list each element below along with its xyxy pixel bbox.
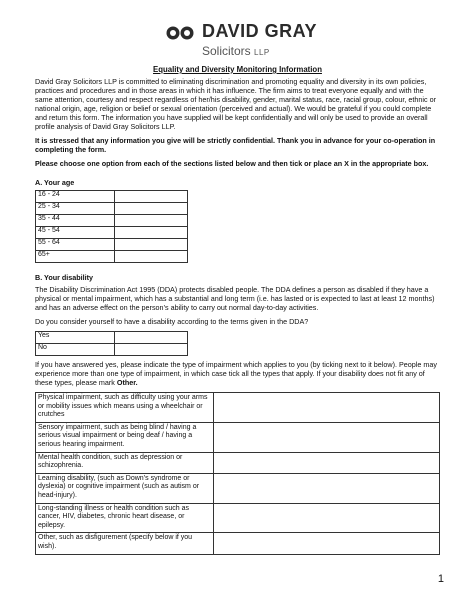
other-emphasis: Other. — [116, 378, 138, 387]
logo-mark-icon — [166, 26, 194, 40]
age-option-label: 16 - 24 — [36, 191, 115, 203]
disability-question: Do you consider yourself to have a disability according to the terms given in the DDA? — [35, 317, 309, 326]
table-row — [36, 533, 440, 554]
no-option-label: No — [36, 344, 115, 356]
table-row — [36, 473, 440, 503]
table-row — [36, 215, 188, 227]
disability-yes-no-table — [35, 331, 188, 356]
impairment-label: Mental health condition, such as depression or schizophrenia. — [36, 452, 214, 473]
impairment-checkbox-cell[interactable] — [213, 533, 439, 554]
age-checkbox-cell[interactable] — [115, 251, 188, 263]
age-checkbox-cell[interactable] — [115, 227, 188, 239]
table-row — [36, 393, 440, 423]
impairment-label: Sensory impairment, such as being blind / having a serious visual impairment or being deaf / having a serious hearing impairment. — [36, 422, 214, 452]
section-b-heading: B. Your disability — [35, 273, 94, 282]
age-table — [35, 190, 188, 263]
logo-sub-text: Solicitors — [202, 44, 251, 58]
age-option-label: 25 - 34 — [36, 203, 115, 215]
form-content — [35, 65, 440, 555]
table-row — [36, 227, 188, 239]
table-row — [36, 203, 188, 215]
table-row — [36, 344, 188, 356]
yes-option-label: Yes — [36, 332, 115, 344]
age-checkbox-cell[interactable] — [115, 203, 188, 215]
table-row — [36, 452, 440, 473]
impairment-label: Long-standing illness or health condition such as cancer, HIV, diabetes, chronic heart disease, or epilepsy. — [36, 503, 214, 533]
impairment-label: Physical impairment, such as difficulty using your arms or mobility issues which means using a wheelchair or crutches — [36, 393, 214, 423]
page-number: 1 — [437, 573, 444, 585]
dda-paragraph: The Disability Discrimination Act 1995 (DDA) protects disabled people. The DDA defines a person as disabled if they have a physical or mental impairment, which has a substantial and long term (i.e. has lasted or is expected to last at least 12 months) and has an adverse effect on the person’s ability to carry out normal day-to-day activities. — [35, 285, 435, 312]
impairment-checkbox-cell[interactable] — [213, 503, 439, 533]
table-row — [36, 332, 188, 344]
impairment-checkbox-cell[interactable] — [213, 473, 439, 503]
section-a-heading: A. Your age — [35, 178, 75, 187]
page-title: Equality and Diversity Monitoring Information — [153, 65, 322, 74]
table-row — [36, 191, 188, 203]
age-checkbox-cell[interactable] — [115, 239, 188, 251]
table-row — [36, 422, 440, 452]
age-option-label: 65+ — [36, 251, 115, 263]
logo-sub-suffix: LLP — [254, 48, 270, 57]
instruction-note: Please choose one option from each of the sections listed below and then tick or place an X in the appropriate box. — [35, 159, 429, 168]
impairment-instructions-text: If you have answered yes, please indicate the type of impairment which applies to you (by ticking next to it below). People may experience more than one type of impairment, in which case tick all the types that apply. If your disability does not fit any of these types, please mark — [35, 360, 437, 387]
confidentiality-note: It is stressed that any information you give will be strictly confidential. Thank you in advance for your co-operation in completing the form. — [35, 136, 436, 154]
company-logo — [158, 20, 338, 60]
impairment-table — [35, 392, 440, 555]
impairment-checkbox-cell[interactable] — [213, 393, 439, 423]
table-row — [36, 503, 440, 533]
impairment-instructions — [35, 360, 440, 387]
yes-checkbox-cell[interactable] — [115, 332, 188, 344]
table-row — [36, 239, 188, 251]
table-row — [36, 251, 188, 263]
logo-name: DAVID GRAY — [202, 21, 318, 41]
age-checkbox-cell[interactable] — [115, 191, 188, 203]
impairment-label: Other, such as disfigurement (specify below if you wish). — [36, 533, 214, 554]
age-option-label: 45 - 54 — [36, 227, 115, 239]
impairment-checkbox-cell[interactable] — [213, 452, 439, 473]
impairment-label: Learning disability, (such as Down’s syndrome or dyslexia) or cognitive impairment (such as autism or head-injury). — [36, 473, 214, 503]
age-option-label: 35 - 44 — [36, 215, 115, 227]
age-checkbox-cell[interactable] — [115, 215, 188, 227]
age-option-label: 55 - 64 — [36, 239, 115, 251]
intro-paragraph: David Gray Solicitors LLP is committed to eliminating discrimination and promoting equality and diversity in its own policies, practices and procedures and in those areas in which it has influence. The firm aims to treat everyone equally and with the same attention, courtesy and respect regardless of her/his disability, gender, marital status, race, racial group, colour, ethnic or national origin, age, religion or belief or sexual orientation (perceived and actual). We would be grateful if you could complete and return this form. The information you have supplied will be kept confidentially and will only be used to provide an overall profile analysis of David Gray Solicitors LLP. — [35, 77, 436, 131]
logo-subtitle — [202, 44, 270, 58]
impairment-checkbox-cell[interactable] — [213, 422, 439, 452]
no-checkbox-cell[interactable] — [115, 344, 188, 356]
